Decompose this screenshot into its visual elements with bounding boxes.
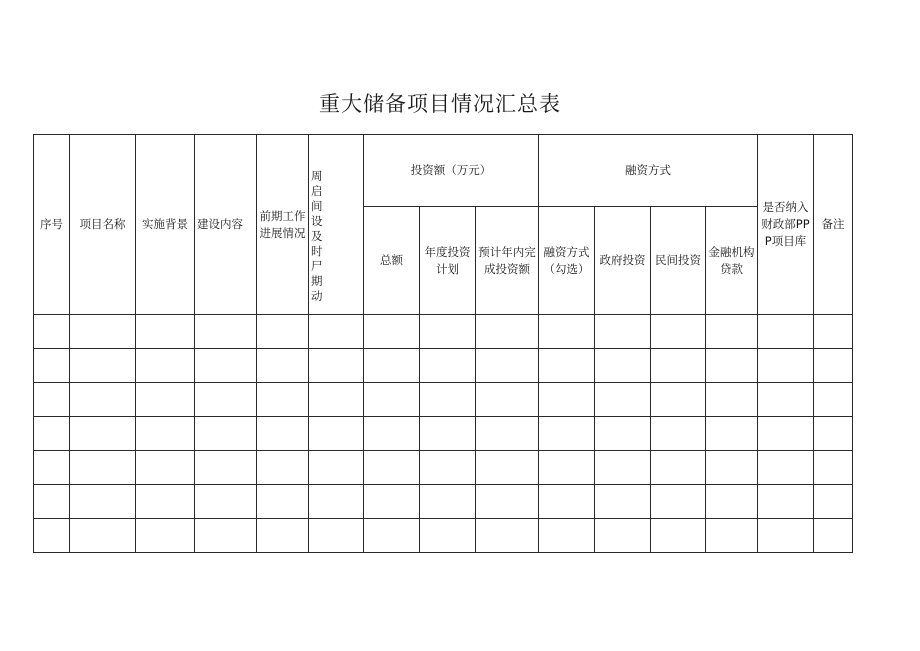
table-cell — [136, 417, 195, 451]
table-cell — [595, 519, 651, 553]
table-cell — [309, 485, 364, 519]
table-cell — [34, 417, 70, 451]
table-cell — [814, 383, 853, 417]
table-cell — [364, 315, 420, 349]
table-cell — [34, 519, 70, 553]
table-cell — [476, 315, 539, 349]
table-cell — [70, 315, 136, 349]
header-background: 实施背景 — [136, 135, 195, 315]
table-cell — [257, 485, 309, 519]
table-cell — [476, 349, 539, 383]
table-cell — [309, 417, 364, 451]
table-cell — [257, 519, 309, 553]
table-cell — [195, 451, 257, 485]
table-row — [34, 383, 853, 417]
table-row — [34, 349, 853, 383]
table-cell — [539, 519, 595, 553]
table-cell — [309, 383, 364, 417]
table-cell — [70, 519, 136, 553]
table-cell — [595, 485, 651, 519]
header-government: 政府投资 — [595, 207, 651, 315]
header-seq: 序号 — [34, 135, 70, 315]
table-cell — [758, 383, 814, 417]
table-cell — [595, 383, 651, 417]
table-cell — [595, 315, 651, 349]
table-cell — [34, 451, 70, 485]
table-row — [34, 315, 853, 349]
table-cell — [539, 383, 595, 417]
table-cell — [309, 519, 364, 553]
table-cell — [309, 451, 364, 485]
table-cell — [476, 417, 539, 451]
table-cell — [539, 315, 595, 349]
table-cell — [70, 417, 136, 451]
table-cell — [595, 417, 651, 451]
table-cell — [136, 315, 195, 349]
table-cell — [136, 451, 195, 485]
header-financing-group: 融资方式 — [539, 135, 758, 207]
table-cell — [195, 383, 257, 417]
table-cell — [257, 383, 309, 417]
table-cell — [706, 315, 758, 349]
table-cell — [814, 485, 853, 519]
table-cell — [758, 315, 814, 349]
table-cell — [814, 315, 853, 349]
header-financing-choice: 融资方式（勾选） — [539, 207, 595, 315]
table-cell — [651, 383, 706, 417]
table-cell — [758, 417, 814, 451]
table-cell — [595, 349, 651, 383]
table-row — [34, 451, 853, 485]
header-content: 建设内容 — [195, 135, 257, 315]
table-cell — [34, 315, 70, 349]
table-cell — [195, 315, 257, 349]
table-cell — [758, 349, 814, 383]
table-cell — [539, 349, 595, 383]
table-cell — [136, 349, 195, 383]
table-cell — [364, 485, 420, 519]
table-cell — [651, 417, 706, 451]
table-cell — [706, 383, 758, 417]
table-cell — [706, 451, 758, 485]
table-cell — [420, 315, 476, 349]
table-cell — [476, 451, 539, 485]
table-body — [34, 315, 853, 553]
table-cell — [136, 383, 195, 417]
table-cell — [70, 383, 136, 417]
table-row — [34, 417, 853, 451]
table-cell — [539, 451, 595, 485]
table-cell — [364, 451, 420, 485]
table-cell — [651, 451, 706, 485]
table-cell — [706, 349, 758, 383]
header-row-1 — [34, 135, 853, 207]
table-cell — [706, 519, 758, 553]
header-investment-group: 投资额（万元） — [364, 135, 539, 207]
table-cell — [420, 417, 476, 451]
header-project-name: 项目名称 — [70, 135, 136, 315]
header-annual-plan: 年度投资计划 — [420, 207, 476, 315]
table-cell — [651, 349, 706, 383]
table-cell — [309, 315, 364, 349]
table-cell — [814, 519, 853, 553]
table-cell — [420, 451, 476, 485]
table-cell — [70, 451, 136, 485]
table-cell — [136, 519, 195, 553]
page-title: 重大储备项目情况汇总表 — [319, 92, 561, 116]
table-cell — [34, 349, 70, 383]
table-cell — [814, 451, 853, 485]
table-cell — [420, 383, 476, 417]
table-cell — [195, 519, 257, 553]
table-cell — [364, 383, 420, 417]
table-cell — [195, 417, 257, 451]
table-cell — [651, 315, 706, 349]
table-cell — [309, 349, 364, 383]
header-remark: 备注 — [814, 135, 853, 315]
table-cell — [70, 485, 136, 519]
table-cell — [420, 485, 476, 519]
table-cell — [539, 417, 595, 451]
table-cell — [257, 315, 309, 349]
table-row — [34, 485, 853, 519]
table-cell — [539, 485, 595, 519]
header-period: 周启间设及时尸期动 — [311, 169, 323, 303]
table-cell — [364, 417, 420, 451]
table-cell — [34, 383, 70, 417]
table-cell — [758, 519, 814, 553]
table-cell — [195, 349, 257, 383]
table-cell — [364, 349, 420, 383]
header-ppp: 是否纳入财政部PPP项目库 — [758, 135, 814, 315]
table-cell — [758, 485, 814, 519]
summary-table — [33, 134, 853, 553]
table-cell — [595, 451, 651, 485]
table-cell — [34, 485, 70, 519]
header-total: 总额 — [364, 207, 420, 315]
table-cell — [476, 383, 539, 417]
table-cell — [420, 349, 476, 383]
table-cell — [476, 519, 539, 553]
table-cell — [195, 485, 257, 519]
table-cell — [364, 519, 420, 553]
header-period-cell — [309, 135, 364, 315]
table-cell — [651, 519, 706, 553]
table-cell — [476, 485, 539, 519]
table-cell — [257, 451, 309, 485]
table-cell — [70, 349, 136, 383]
header-expected-completed: 预计年内完成投资额 — [476, 207, 539, 315]
table-row — [34, 519, 853, 553]
table-cell — [814, 349, 853, 383]
table-cell — [136, 485, 195, 519]
table-cell — [420, 519, 476, 553]
table-cell — [814, 417, 853, 451]
table-cell — [257, 417, 309, 451]
table-cell — [758, 451, 814, 485]
table-cell — [651, 485, 706, 519]
header-bank-loan: 金融机构贷款 — [706, 207, 758, 315]
header-progress: 前期工作进展情况 — [257, 135, 309, 315]
header-private: 民间投资 — [651, 207, 706, 315]
table-cell — [257, 349, 309, 383]
table-cell — [706, 417, 758, 451]
table-cell — [706, 485, 758, 519]
